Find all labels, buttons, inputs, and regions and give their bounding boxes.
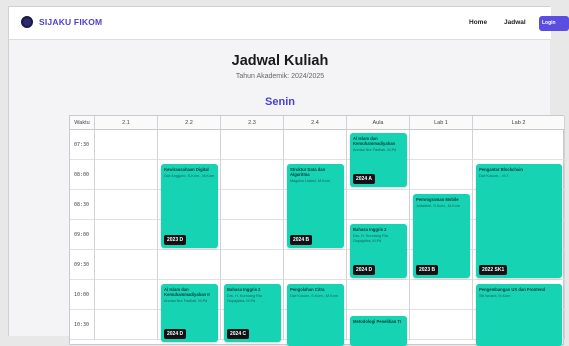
brand[interactable] <box>21 16 102 28</box>
time-slot: 08:00 <box>70 160 95 190</box>
schedule-cell <box>95 310 158 340</box>
schedule-cell <box>284 250 347 280</box>
schedule-cell <box>284 130 347 160</box>
column-header-waktu: Waktu <box>70 116 95 130</box>
course-lecturer: Annisa Nur Fadilah, M.Pd <box>353 148 397 152</box>
login-button[interactable]: Login <box>539 16 569 31</box>
schedule-cell <box>158 130 221 160</box>
course-card[interactable] <box>161 284 218 342</box>
schedule-cell <box>158 250 221 280</box>
browser-viewport <box>8 6 556 337</box>
course-lecturer: Siti Isnaini, M.Kom <box>479 294 511 298</box>
course-card[interactable] <box>413 194 470 278</box>
column-header-lab-1: Lab 1 <box>410 116 473 130</box>
schedule-cell <box>410 160 473 190</box>
schedule-cell <box>221 160 284 190</box>
schedule-table <box>69 115 564 345</box>
course-lecturer: Magdha Lidiani, M.Kom <box>290 179 330 183</box>
brand-name: SIJAKU FIKOM <box>39 17 103 27</box>
schedule-cell <box>410 280 473 310</box>
schedule-cell <box>347 280 410 310</box>
logo-icon <box>21 16 33 28</box>
schedule-cell <box>95 130 158 160</box>
nav-home-link[interactable]: Home <box>469 19 488 26</box>
class-badge: 2024 C <box>227 329 249 339</box>
course-name: Pengantar Blockchain <box>479 167 523 172</box>
academic-year: Tahun Akademik: 2024/2025 <box>235 73 325 80</box>
course-name: Al Islam dan Kemuhammadiyahan <box>353 136 396 146</box>
course-name: Struktur Data dan Algoritma <box>290 167 326 177</box>
course-lecturer: Dwi Kusum... M.T <box>479 174 509 178</box>
schedule-cell <box>347 190 410 220</box>
course-lecturer: Drs. H. Kurniang Ria Ospajaltra, M.Pd <box>227 294 262 303</box>
schedule-cell <box>221 190 284 220</box>
schedule-cell <box>95 160 158 190</box>
schedule-cell <box>95 250 158 280</box>
schedule-cell <box>410 310 473 340</box>
course-name: Bahasa Inggris 2 <box>353 227 387 232</box>
course-name: Metodologi Penelitian TI <box>353 319 402 324</box>
class-badge: 2023 D <box>164 235 186 245</box>
course-lecturer: Dwi Anggoro, S.Kom., M.Kom <box>164 174 215 178</box>
column-header-2-1: 2.1 <box>95 116 158 130</box>
course-card[interactable] <box>350 133 407 187</box>
schedule-cell <box>221 130 284 160</box>
time-slot: 10:30 <box>70 310 95 340</box>
course-card[interactable] <box>287 164 344 248</box>
class-badge: 2024 D <box>164 329 186 339</box>
column-header-2-2: 2.2 <box>158 116 221 130</box>
course-name: Pengembangan UX dan Frontend <box>479 287 546 292</box>
schedule-cell <box>95 190 158 220</box>
column-header-lab-2: Lab 2 <box>473 116 565 130</box>
time-slot: 09:00 <box>70 220 95 250</box>
course-name: Pengolahan Citra <box>290 287 325 292</box>
course-name: Al Islam dan Kemuhammadiyahan II <box>164 287 210 297</box>
class-badge: 2022 SK1 <box>479 265 507 275</box>
course-card[interactable] <box>287 284 344 346</box>
class-badge: 2024 B <box>290 235 312 245</box>
course-card[interactable] <box>350 316 407 346</box>
time-slot: 10:00 <box>70 280 95 310</box>
schedule-cell <box>473 130 565 160</box>
course-lecturer: Drs. H. Kurniang Ria Ospajaltra, M.Pd <box>353 234 388 243</box>
course-lecturer: Julfadhel, S.Kom., M.Kom <box>416 204 460 208</box>
time-slot: 09:30 <box>70 250 95 280</box>
course-card[interactable] <box>161 164 218 248</box>
schedule-cell <box>221 220 284 250</box>
class-badge: 2023 B <box>416 265 438 275</box>
column-header-aula: Aula <box>347 116 410 130</box>
course-name: Bahasa Inggris 2 <box>227 287 261 292</box>
schedule-cell <box>221 250 284 280</box>
course-card[interactable] <box>476 284 562 346</box>
course-card[interactable] <box>224 284 281 342</box>
course-lecturer: Annisa Nur Fadilah, M.Pd <box>164 299 208 303</box>
navbar <box>9 7 556 40</box>
schedule-cell <box>95 280 158 310</box>
schedule-cell <box>95 220 158 250</box>
course-lecturer: Dwi Kusum, S.Kom., M.Kom <box>290 294 338 298</box>
course-name: Kewirausahaan Digital <box>164 167 209 172</box>
course-name: Pemrograman Mobile <box>416 197 459 202</box>
class-badge: 2024 D <box>353 265 375 275</box>
nav-jadwal-link[interactable]: Jadwal <box>504 19 526 26</box>
class-badge: 2024 A <box>353 174 375 184</box>
column-header-2-3: 2.3 <box>221 116 284 130</box>
time-slot: 08:30 <box>70 190 95 220</box>
column-header-2-4: 2.4 <box>284 116 347 130</box>
course-card[interactable] <box>476 164 562 278</box>
time-slot: 07:30 <box>70 130 95 160</box>
schedule-cell <box>410 130 473 160</box>
day-heading: Senin <box>265 96 295 108</box>
page-title: Jadwal Kuliah <box>231 53 329 69</box>
course-card[interactable] <box>350 224 407 278</box>
